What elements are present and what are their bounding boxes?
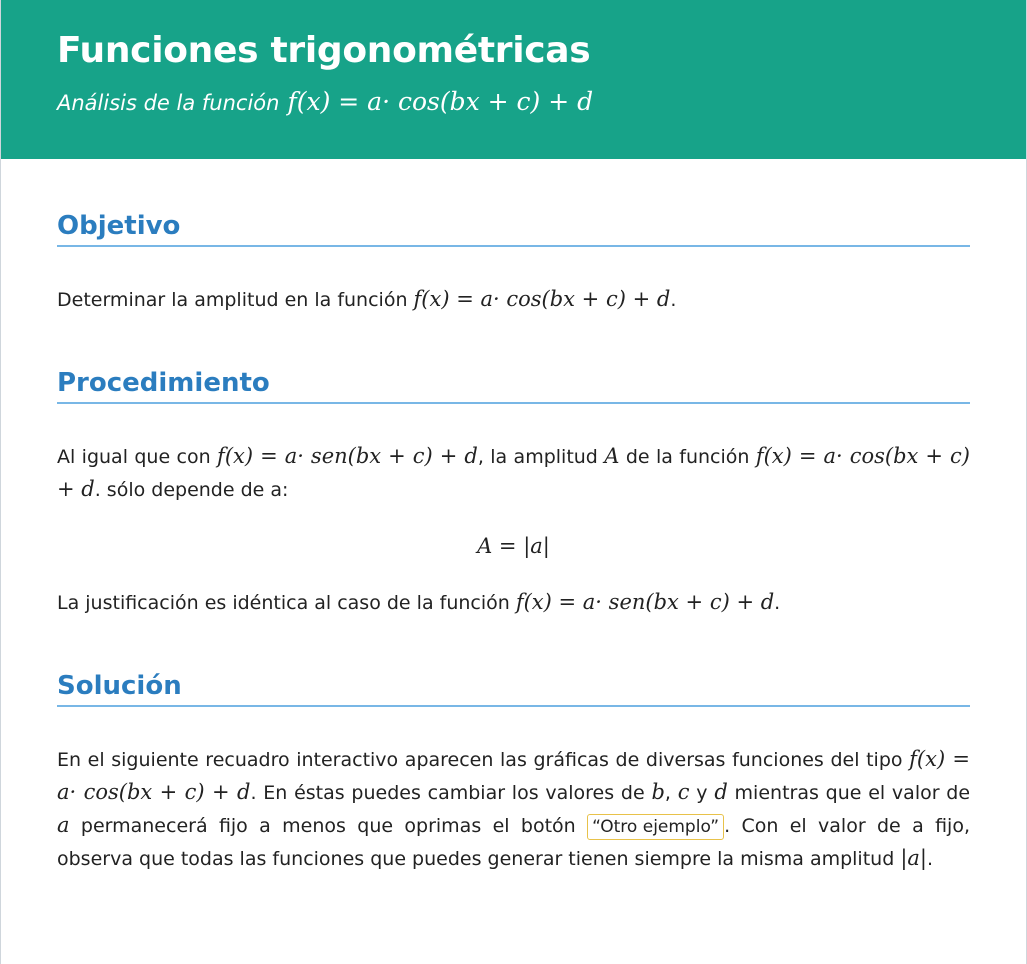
page-title: Funciones trigonométricas	[57, 30, 591, 71]
justificacion-paragraph	[57, 586, 970, 619]
sol-text-2: . En éstas puedes cambiar los valores de	[250, 782, 645, 804]
subtitle-text: Análisis de la función	[57, 91, 280, 115]
objetivo-end: .	[670, 289, 677, 311]
header-banner	[1, 0, 1026, 159]
sol-formula: f(x) = a· cos(bx + c) + d	[57, 747, 970, 804]
just-formula: f(x) = a· sen(bx + c) + d	[515, 590, 775, 614]
var-c: c	[677, 780, 690, 804]
main-content	[1, 211, 1026, 875]
proc-formula-cos: f(x) = a· cos(bx + c) + d	[57, 444, 970, 501]
just-text: La justificación es idéntica al caso de la función	[57, 592, 510, 614]
var-d: d	[714, 780, 728, 804]
page-subtitle	[57, 87, 970, 116]
subtitle-formula: f(x) = a· cos(bx + c) + d	[287, 87, 594, 116]
just-end: .	[774, 592, 781, 614]
sol-text-5: mientras que el valor de	[734, 782, 971, 804]
sol-text-6: permanecerá fijo a menos que oprimas el botón	[80, 815, 576, 837]
var-a: a	[57, 813, 70, 837]
sol-text-8: .	[926, 848, 934, 870]
sol-text-3: ,	[664, 782, 671, 804]
objetivo-text: Determinar la amplitud en la función	[57, 289, 408, 311]
objetivo-paragraph	[57, 283, 970, 316]
abs-a: |a|	[900, 846, 927, 870]
section-title-solucion: Solución	[57, 671, 970, 707]
solucion-paragraph	[57, 743, 970, 875]
section-title-procedimiento: Procedimiento	[57, 368, 970, 404]
var-b: b	[651, 780, 665, 804]
proc-text-c: de la función	[625, 446, 750, 468]
objetivo-formula: f(x) = a· cos(bx + c) + d	[413, 287, 671, 311]
proc-text-d: . sólo depende de a:	[94, 479, 289, 501]
sol-text-7: . Con el valor de a fijo, observa que todas las funciones que puedes generar tienen siempre la misma amplitud	[57, 815, 970, 870]
proc-text-a: Al igual que con	[57, 446, 211, 468]
sol-text-4: y	[696, 782, 708, 804]
proc-amplitude-symbol: A	[604, 444, 620, 468]
amplitude-formula: A = |a|	[477, 534, 550, 558]
proc-formula-sen: f(x) = a· sen(bx + c) + d	[217, 444, 478, 468]
procedimiento-paragraph	[57, 440, 970, 506]
otro-ejemplo-button[interactable]: “Otro ejemplo”	[587, 814, 724, 840]
section-title-objetivo: Objetivo	[57, 211, 970, 247]
proc-text-b: , la amplitud	[477, 446, 598, 468]
sol-text-1: En el siguiente recuadro interactivo aparecen las gráficas de diversas funciones del tipo	[57, 749, 903, 771]
